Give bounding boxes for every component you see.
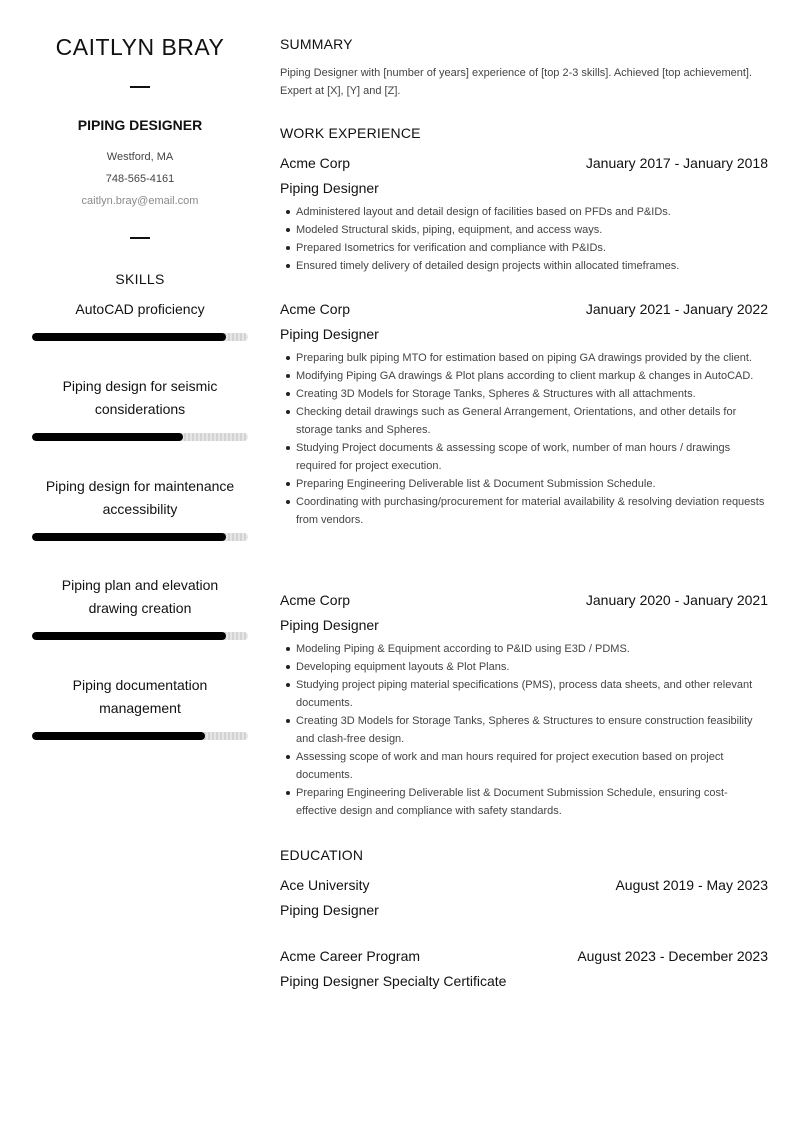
list-item: Preparing Engineering Deliverable list & Document Submission Schedule, ensuring cost-effective design and compliance with safety standards. [296,784,768,820]
summary-text: Piping Designer with [number of years] experience of [top 2-3 skills]. Achieved [top achievement]. Expert at [X], [Y] and [Z]. [280,67,753,97]
job-dates: January 2021 - January 2022 [585,301,768,317]
list-item: Prepared Isometrics for verification and compliance with P&IDs. [296,239,768,257]
education-header [280,877,768,897]
job-company: Acme Corp [280,301,351,317]
skill-item [30,475,250,521]
job-header [280,301,768,321]
skill-name: Piping plan and elevation drawing creation [61,577,219,616]
job-role: Piping Designer [280,617,379,633]
skill-level-fill [32,732,205,740]
skill-level-bar [32,433,248,441]
list-item: Coordinating with purchasing/procurement for material availability & resolving deviation requests from vendors. [296,493,768,529]
list-item: Administered layout and detail design of facilities based on PFDs and P&IDs. [296,203,768,221]
job-dates: January 2017 - January 2018 [585,155,768,171]
list-item: Modeling Piping & Equipment according to P&ID using E3D / PDMS. [296,640,768,658]
job-bullets [280,640,768,820]
job-role: Piping Designer [280,326,379,342]
skill-level-fill [32,533,226,541]
education-header [280,948,768,968]
list-item: Checking detail drawings such as General Arrangement, Orientations, and other details for storage tanks and Spheres. [296,403,768,439]
job-company: Acme Corp [280,592,351,608]
skill-name: Piping design for maintenance accessibility [45,478,235,517]
skill-level-fill [32,632,226,640]
job-header [280,592,768,612]
job-bullets [280,203,768,275]
list-item: Ensured timely delivery of detailed design projects within allocated timeframes. [296,257,768,275]
education-dates: August 2023 - December 2023 [577,948,768,964]
summary-heading: SUMMARY [280,36,353,52]
skill-level-bar [32,732,248,740]
contact-phone: 748-565-4161 [105,173,175,185]
skill-item [30,298,250,321]
education-degree: Piping Designer Specialty Certificate [280,973,507,989]
education-school: Acme Career Program [280,948,421,964]
skill-item [30,375,250,421]
job-company: Acme Corp [280,155,351,171]
skill-level-bar [32,333,248,341]
job-dates: January 2020 - January 2021 [585,592,768,608]
candidate-name: CAITLYN BRAY [55,34,225,60]
list-item: Studying project piping material specifications (PMS), process data sheets, and other relevant documents. [296,676,768,712]
skill-name: AutoCAD proficiency [75,301,205,317]
list-item: Modifying Piping GA drawings & Plot plans according to client markup & changes in AutoCAD. [296,367,768,385]
divider-dash [130,86,150,88]
skill-item [30,574,250,620]
candidate-job-title: PIPING DESIGNER [77,117,203,133]
skill-name: Piping documentation management [72,677,208,716]
skill-item [30,674,250,720]
skill-level-fill [32,333,226,341]
divider-dash [130,237,150,239]
education-dates: August 2019 - May 2023 [615,877,768,893]
list-item: Creating 3D Models for Storage Tanks, Spheres & Structures with all attachments. [296,385,768,403]
skill-level-bar [32,632,248,640]
contact-email[interactable]: caitlyn.bray@email.com [81,195,199,207]
education-degree: Piping Designer [280,902,379,918]
job-bullets [280,349,768,529]
list-item: Preparing bulk piping MTO for estimation based on piping GA drawings provided by the client. [296,349,768,367]
job-header [280,155,768,175]
skill-level-bar [32,533,248,541]
education-school: Ace University [280,877,370,893]
skill-level-fill [32,433,183,441]
list-item: Modeled Structural skids, piping, equipment, and access ways. [296,221,768,239]
contact-location: Westford, MA [106,151,174,163]
list-item: Studying Project documents & assessing scope of work, number of man hours / drawings required for project execution. [296,439,768,475]
skills-heading: SKILLS [115,271,165,287]
main-content [280,0,768,1128]
work-experience-heading: WORK EXPERIENCE [280,125,421,141]
list-item: Assessing scope of work and man hours required for project execution based on project documents. [296,748,768,784]
sidebar [30,0,250,1128]
job-role: Piping Designer [280,180,379,196]
list-item: Creating 3D Models for Storage Tanks, Spheres & Structures to ensure construction feasibility and clash-free design. [296,712,768,748]
list-item: Developing equipment layouts & Plot Plans. [296,658,768,676]
skill-name: Piping design for seismic considerations [62,378,218,417]
list-item: Preparing Engineering Deliverable list & Document Submission Schedule. [296,475,768,493]
education-heading: EDUCATION [280,847,364,863]
